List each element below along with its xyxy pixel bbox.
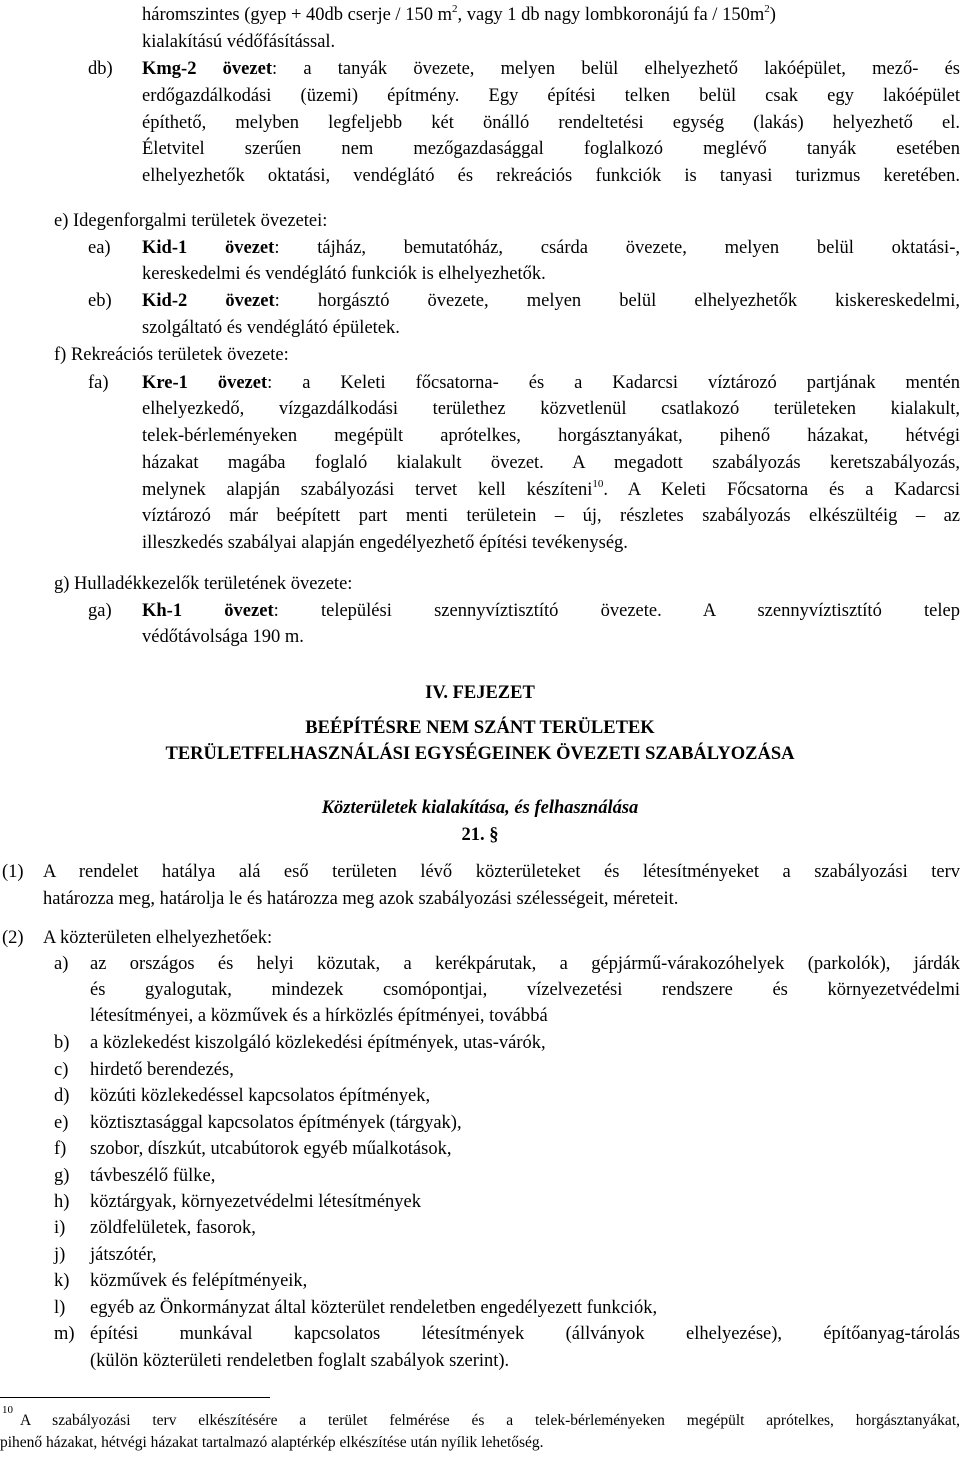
list-item-text: építési munkával kapcsolatos létesítmények (állványok elhelyezése), építőanyag-tárolás — [90, 1324, 960, 1344]
footnote-ref: 10 — [592, 478, 604, 490]
chapter-title-line-1: BEÉPÍTÉSRE NEM SZÁNT TERÜLETEK — [305, 718, 655, 738]
text-fragment: , vagy 1 db nagy lombkoronájú fa / 150m — [457, 5, 765, 25]
list-item-label: l) — [54, 1298, 66, 1318]
chapter-title-line-2: TERÜLETFELHASZNÁLÁSI EGYSÉGEINEK ÖVEZETI SZABÁLYOZÁSA — [165, 744, 795, 764]
list-item-text: szobor, díszkút, utcabútorok egyéb műalkotások, — [90, 1139, 452, 1159]
list-item-text: játszótér, — [90, 1245, 157, 1265]
section-heading: g) Hulladékkezelők területének övezete: — [54, 574, 353, 594]
text-line — [142, 288, 960, 315]
text-line — [142, 477, 960, 504]
list-item-label: k) — [54, 1271, 70, 1291]
paragraph-label: (2) — [2, 928, 24, 948]
list-item-text: létesítményei, a közművek és a hírközlés építményei, továbbá — [90, 1006, 548, 1026]
list-item-label: c) — [54, 1060, 69, 1080]
list-item-text: köztisztasággal kapcsolatos építmények (tárgyak), — [90, 1113, 462, 1133]
list-item-label: f) — [54, 1139, 67, 1159]
list-item-text: az országos és helyi közutak, a kerékpárutak, a gépjármű-várakozóhelyek (parkolók), járdák — [90, 954, 960, 974]
zone-name: Kid-1 övezet — [142, 238, 275, 258]
text-fragment: melynek alapján szabályozási tervet kell készíteni — [142, 480, 593, 500]
text-fragment: háromszintes (gyep + 40db cserje / 150 m — [142, 5, 452, 25]
section-heading: f) Rekreációs területek övezete: — [54, 345, 289, 365]
text-line: szolgáltató és vendéglátó épületek. — [142, 318, 400, 338]
text-line: építhető, melyben legfeljebb két önálló rendeltetési egység (lakás) helyezhető el. — [142, 113, 960, 133]
list-item-text: közúti közlekedéssel kapcsolatos építmények, — [90, 1086, 431, 1106]
list-item-text: a közlekedést kiszolgáló közlekedési építmények, utas-várók, — [90, 1033, 546, 1053]
list-item-label: j) — [54, 1245, 66, 1265]
text-fragment: : települési szennyvíztisztító övezete. A szennyvíztisztító telep — [273, 601, 960, 621]
text-line: elhelyezkedő, vízgazdálkodási területhez közvetlenül csatlakozó területeken kialakult, — [142, 399, 960, 419]
list-item-label: a) — [54, 954, 69, 974]
footnote-separator — [0, 1397, 270, 1398]
list-item-label: e) — [54, 1113, 69, 1133]
text-line: erdőgazdálkodási (üzemi) építmény. Egy építési telken belül csak egy lakóépület — [142, 86, 960, 106]
superscript: 2 — [451, 3, 458, 15]
text-line: telek-bérleményeken megépült aprótelkes, horgásztanyákat, pihenő házakat, hétvégi — [142, 426, 960, 446]
item-label-ea: ea) — [88, 238, 111, 258]
list-item-text: közművek és felépítményeik, — [90, 1271, 308, 1291]
footnote-text-line: A szabályozási terv elkészítésére a terület felmérése és a telek-bérleményeken megépült aprótelkes, horgásztanyákat, — [20, 1412, 960, 1429]
text-line — [142, 2, 776, 29]
text-line: illeszkedés szabályai alapján engedélyezhető építési tevékenység. — [142, 533, 628, 553]
text-fragment: : tájház, bemutatóház, csárda övezete, melyen belül oktatási-, — [274, 238, 960, 258]
zone-name: Kmg-2 övezet — [142, 59, 272, 79]
text-line: kereskedelmi és vendéglátó funkciók is elhelyezhetők. — [142, 264, 546, 284]
list-item-label: m) — [54, 1324, 75, 1344]
text-fragment: ) — [769, 5, 776, 25]
text-line: elhelyezhetők oktatási, vendéglátó és rekreációs funkciók is tanyasi turizmus keretében. — [142, 166, 960, 186]
list-item-label: d) — [54, 1086, 70, 1106]
item-label-eb: eb) — [88, 291, 112, 311]
list-item-text: köztárgyak, környezetvédelmi létesítmények — [90, 1192, 421, 1212]
list-item-text: távbeszélő fülke, — [90, 1166, 216, 1186]
text-line: házakat magába foglaló kialakult övezet. A megadott szabályozás keretszabályozás, — [142, 453, 960, 473]
zone-name: Kh-1 övezet — [142, 601, 274, 621]
zone-name: Kid-2 övezet — [142, 291, 275, 311]
subchapter-title: Közterületek kialakítása, és felhasználása — [321, 798, 639, 818]
text-line: kialakítású védőfásítással. — [142, 32, 336, 52]
list-item-label: i) — [54, 1218, 66, 1238]
paragraph-intro: A közterületen elhelyezhetőek: — [43, 928, 273, 948]
paragraph-label: (1) — [2, 862, 24, 882]
list-item-text: hirdető berendezés, — [90, 1060, 234, 1080]
item-label-fa: fa) — [88, 373, 109, 393]
text-fragment: : a Keleti főcsatorna- és a Kadarcsi víztározó partjának mentén — [267, 373, 960, 393]
text-line: védőtávolsága 190 m. — [142, 627, 304, 647]
list-item-text: és gyalogutak, mindezek csomópontjai, vízelvezetési rendszere és környezetvédelmi — [90, 980, 960, 1000]
text-line — [142, 56, 960, 83]
footnote-number — [2, 1404, 13, 1427]
section-number: 21. § — [461, 825, 499, 845]
text-line — [142, 370, 960, 397]
section-heading: e) Idegenforgalmi területek övezetei: — [54, 211, 328, 231]
item-label-db: db) — [88, 59, 113, 79]
list-item-label: g) — [54, 1166, 70, 1186]
superscript: 2 — [764, 3, 770, 15]
chapter-number: IV. FEJEZET — [425, 683, 535, 703]
text-line: határozza meg, határolja le és határozza meg azok szabályozási szélességeit, méreteit. — [43, 889, 679, 909]
text-line: víztározó már beépített part menti területein – új, részletes szabályozás elkészültéig – az — [142, 506, 960, 526]
text-line: A rendelet hatálya alá eső területen lévő közterületeket és létesítményeket a szabályozási terv — [43, 862, 960, 882]
list-item-text: egyéb az Önkormányzat által közterület rendeletben engedélyezett funkciók, — [90, 1298, 658, 1318]
text-line — [142, 598, 960, 625]
text-fragment: . A Keleti Főcsatorna és a Kadarcsi — [603, 480, 960, 500]
zone-name: Kre-1 övezet — [142, 373, 268, 393]
list-item-label: h) — [54, 1192, 70, 1212]
text-line: Életvitel szerűen nem mezőgazdasággal foglalkozó meglévő tanyák esetében — [142, 139, 960, 159]
list-item-label: b) — [54, 1033, 70, 1053]
item-label-ga: ga) — [88, 601, 112, 621]
footnote-text-line: pihenő házakat, hétvégi házakat tartalmazó alaptérkép elkészítése után nyílik lehetőség. — [0, 1434, 544, 1451]
text-fragment: : horgásztó övezete, melyen belül elhelyezhetők kiskereskedelmi, — [274, 291, 960, 311]
list-item-text: zöldfelületek, fasorok, — [90, 1218, 256, 1238]
list-item-text: (külön közterületi rendeletben foglalt szabályok szerint). — [90, 1351, 510, 1371]
text-line — [142, 235, 960, 262]
footnote-marker: 10 — [2, 1404, 13, 1416]
text-fragment: : a tanyák övezete, melyen belül elhelyezhető lakóépület, mező- és — [271, 59, 960, 79]
